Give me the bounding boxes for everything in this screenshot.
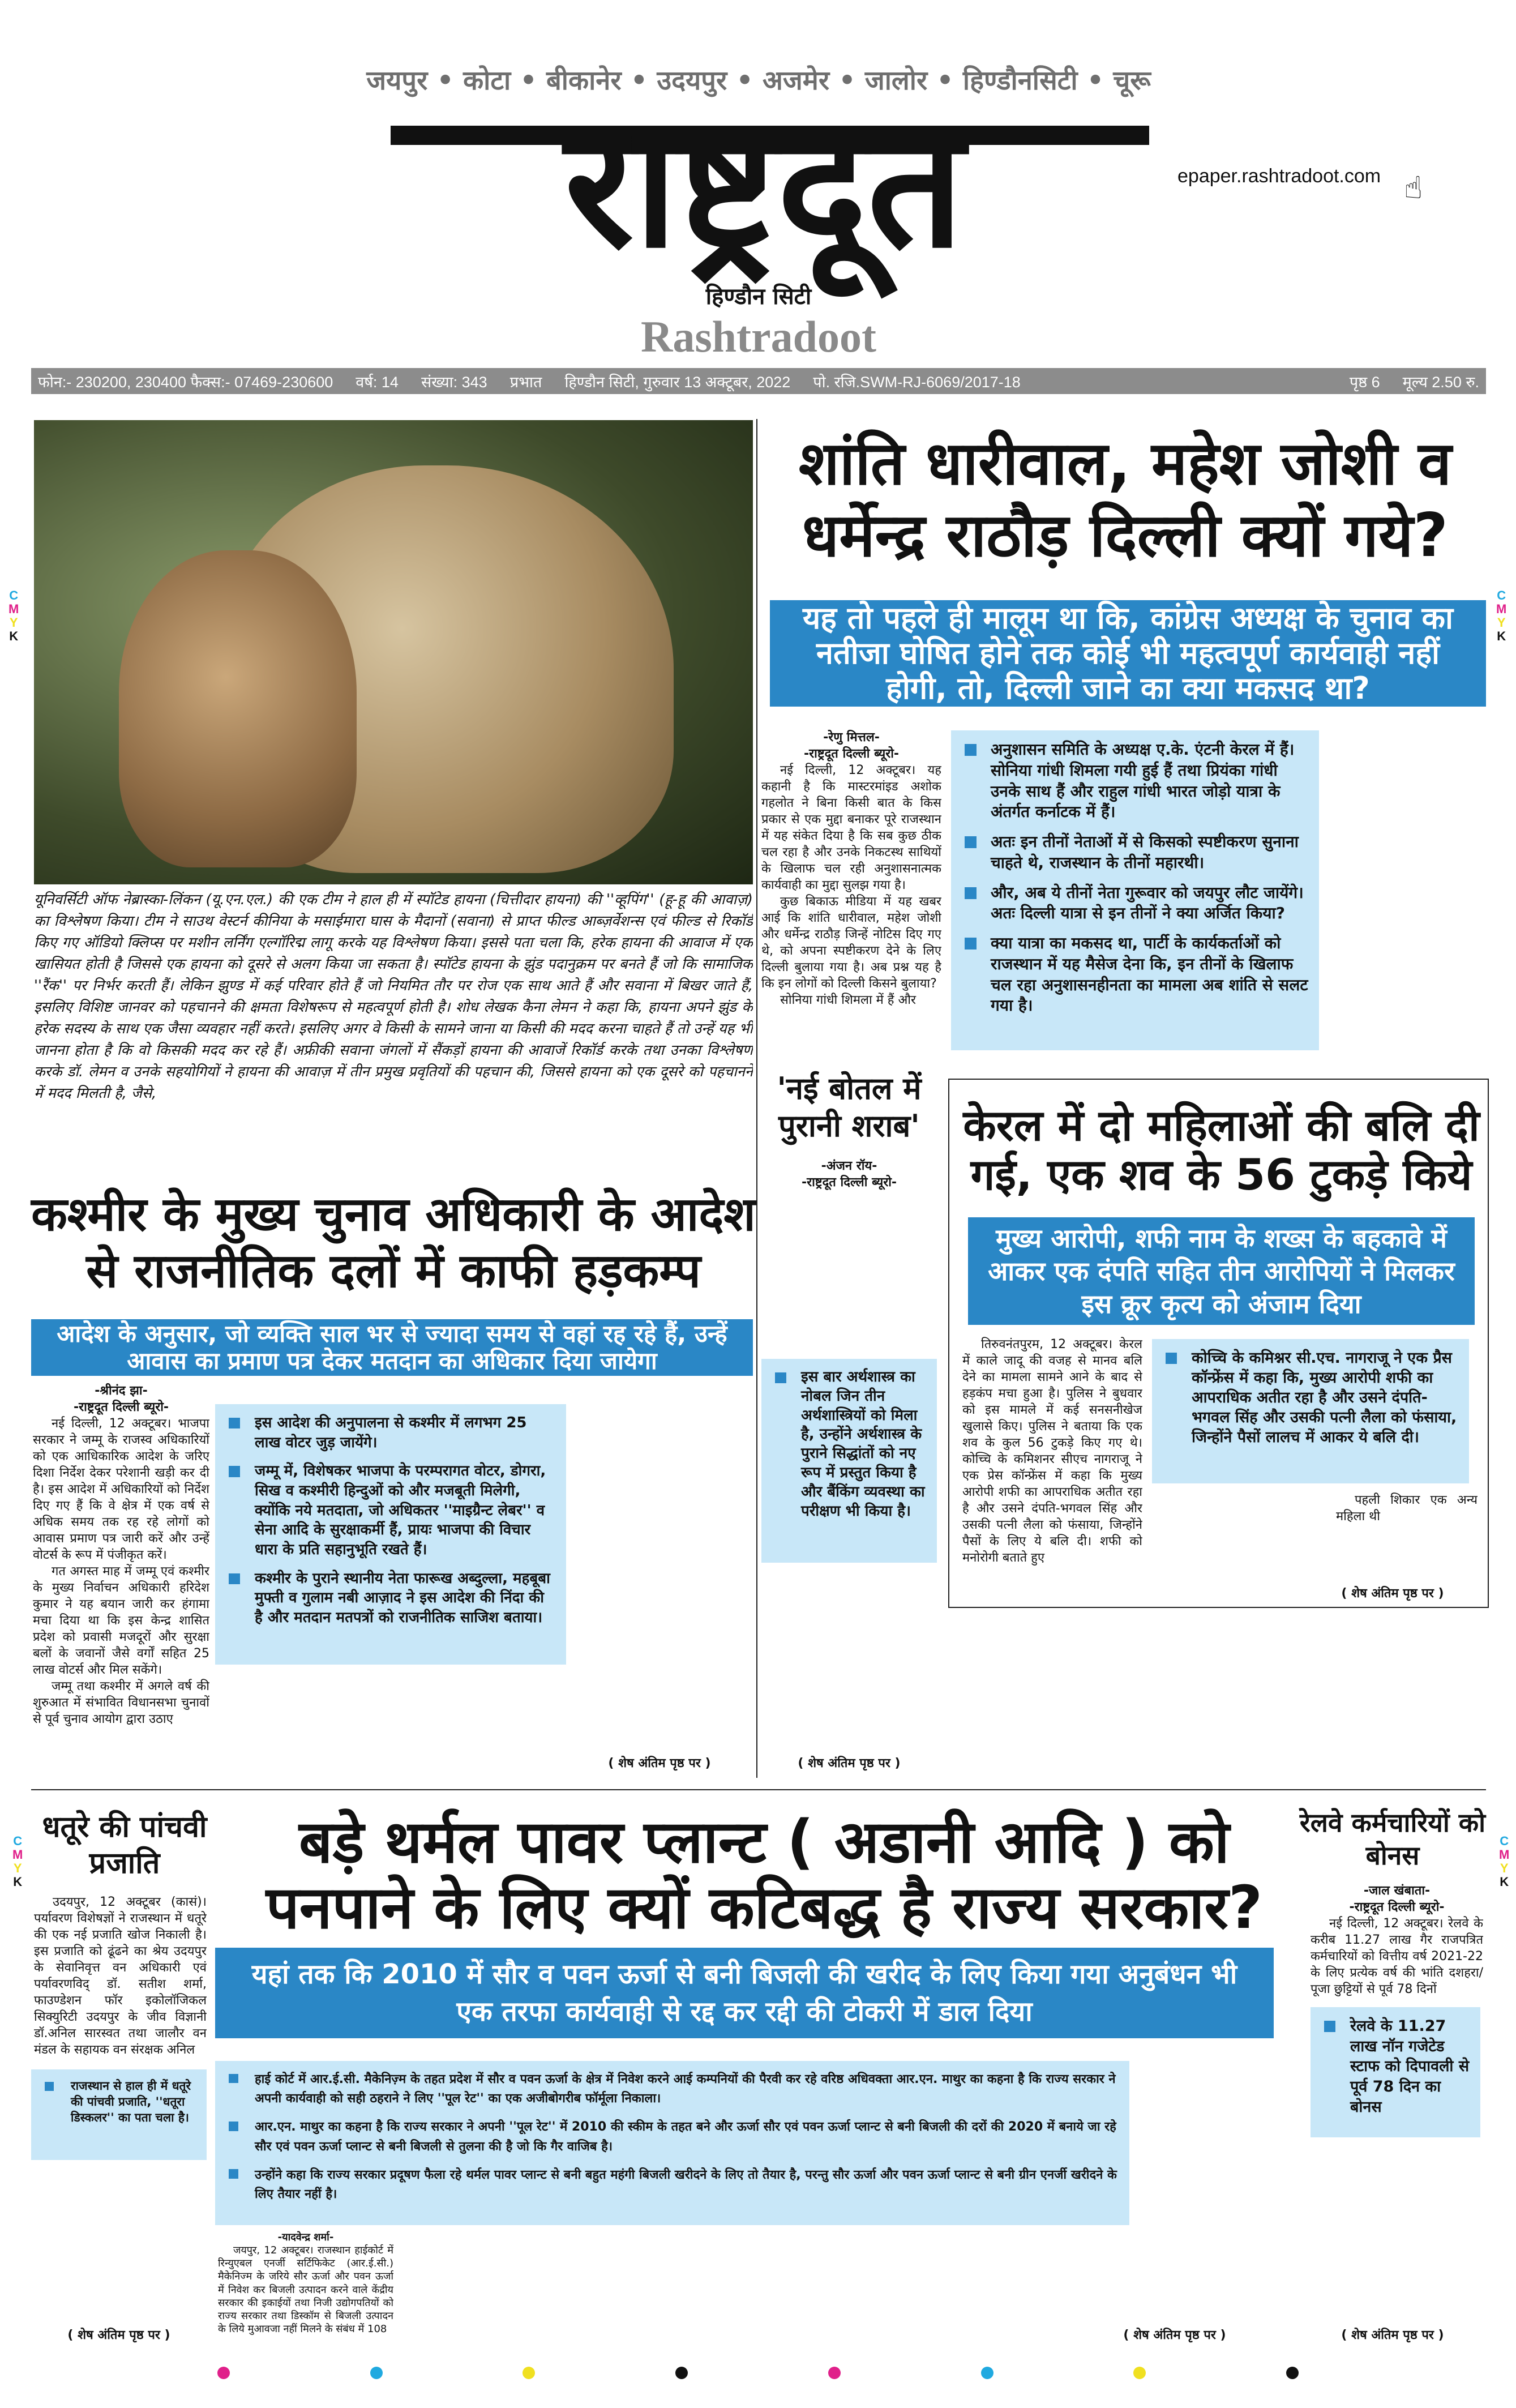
info-bar [31,368,1486,394]
author: -अंजन रॉय- [821,1159,877,1173]
paragraph: पहली शिकार एक अन्य महिला थी [1336,1493,1478,1524]
deck-text: आदेश के अनुसार, जो व्यक्ति साल भर से ज्यादा समय से वहां रह रहे हैं, उन्हें आवास का प्रमाण पत्र देकर मतदान का अधिकार दिया जायेगा [57,1320,727,1375]
paragraph: गत अगस्त माह में जम्मू एवं कश्मीर के मुख्य निर्वाचन अधिकारी हरिदेश कुमार ने यह बयान जारी कर हंगामा मचा दिया था कि इस केन्द्र शासित प्रदेश को प्रवासी मजदूरों और सुरक्षा बलों के जवानों जैसे वर्गों सहित 25 लाख वोटर्स और मिल सकेंगे। [33,1564,209,1677]
dateline: हिण्डौन सिटी, गुरुवार 13 अक्टूबर, 2022 [564,373,791,391]
yellow-dot [1133,2367,1146,2379]
paragraph: कुछ बिकाऊ मीडिया में यह खबर आई कि शांति धारीवाल, महेश जोशी और धर्मेन्द्र राठौड़ जिन्हें नोटिस दिए गए थे, को अपना स्पष्टीकरण देने के लिए दिल्ली बुलाया गया है। अब प्रश्न यह है कि इन लोगों को दिल्ली किसने बुलाया? [761,895,941,991]
cmyk-y: Y [1497,615,1506,630]
photo-caption: यूनिवर्सिटी ऑफ नेब्रास्का-लिंकन (यू.एन.एल.) की एक टीम ने हाल ही में स्पॉटेड हायना (चित्तीदार हायना) की ''व्हूपिंग'' (हू-हू की आवाज़) का विश्लेषण किया। टीम ने साउथ वेस्टर्न कीनिया के मसाईमारा घास के मैदानों (सवाना) से प्राप्त फील्ड आब्ज़र्वेशन्स एवं फील्ड से रिकॉर्ड किए गए ऑडियो क्लिप्स पर मशीन लर्निंग एल्गॉरिद्म लागू करके यह विश्लेषण किया। इससे पता चला कि, हरेक हायना की आवाज में एक खासियत होती है जिससे एक हायना को दूसरे से अलग किया जा सकता है। स्पॉटेड हायना के झुंड पदानुक्रम पर बनते हैं जो कि सामाजिक ''रैंक'' पर निर्भर करती हैं। लेकिन झुण्ड में कई परिवार होते हैं जो नियमित तौर पर रोज एक साथ आते हैं और सवाना में बिखर जाते हैं, इसलिए विशिष्ट जानवर को पहचानने की क्षमता विशेषरूप से महत्वपूर्ण होती है। शोध लेखक कैना लेमन ने कहा कि, हायना अपने झुंड के हरेक सदस्य के साथ एक जैसा व्यवहार नहीं करते। इसलिए अगर वे किसी के सामने जाना या किसी की मदद करना चाहते हैं तो उन्हें यह भी जानना होता है कि वो किसकी मदद कर रहे हैं। अफ्रीकी सवाना जंगलों में सैंकड़ों हायना की आवाजें रिकॉर्ड करके तथा उनका विश्लेषण करके डॉ. लेमन व उनके सहयोगियों ने हायना की आवाज़ में तीन प्रमुख प्रवृतियों की पहचान की, जिससे हायना को एक दूसरे को पहचानने में मदद मिलती है, जैसे, [34,891,753,1102]
cmyk-c: C [13,1834,23,1848]
paragraph: जयपुर, 12 अक्टूबर। राजस्थान हाईकोर्ट में रिन्युएबल एनर्जी सर्टिफिकेट (आर.ई.सी.) मैकेनिज्म के जरिये सौर ऊर्जा और पवन ऊर्जा में निवेश कर बिजली उत्पादन करने वाले केंद्रीय सरकार की इकाईयों तथा निजी उद्योगपतियों को राज्य सरकार तथा डिस्कॉम से बिजली उत्पादन के लिये मुआवजा नहीं मिलने के संबंध में 108 [218,2244,393,2335]
cmyk-c: C [9,588,19,602]
continued-label: ( शेष अंतिम पृष्ठ पर ) [1341,1586,1444,1601]
deck-kerala [968,1217,1475,1325]
hyena-photo [34,420,753,884]
newspaper-logo: राष्ट्रदूत [564,88,964,285]
black-dot [1286,2367,1299,2379]
highlight-item: उन्होंने कहा कि राज्य सरकार प्रदूषण फैला रहे थर्मल पावर प्लान्ट से बनी बहुत महंगी बिजली खरीदने के लिए तो तैयार है, परन्तु सौर ऊर्जा और पवन ऊर्जा प्लान्ट से बनी ग्रीन एनर्जी खरीदने के लिए तैयार नहीं है। [225,2166,1119,2204]
highlight-item: अनुशासन समिति के अध्यक्ष ए.के. एंटनी केरल में हैं। सोनिया गांधी शिमला गयी हुई हैं तथा प्रियंका गांधी उनके साथ हैं और राहुल गांधी भारत जोड़ो यात्रा के अंतर्गत कर्नाटक में हैं। [961,739,1309,823]
article-economics [761,1158,937,1350]
deck-delhi [770,600,1486,707]
page-number: पृष्ठ 6 [1349,373,1380,391]
paragraph: उदयपुर, 12 अक्टूबर (कासं)। पर्यावरण विशेषज्ञों ने राजस्थान में धतूरे की एक नई प्रजाति खोज निकाली है। इस प्रजाति को ढूंढने का श्रेय उदयपुर के सेवानिवृत्त वन अधिकारी एवं पर्यावरणविद् डॉ. सतीश शर्मा, फाउण्डेशन फॉर इकोलॉजिकल सिक्युरिटी उदयपुर के जीव विज्ञानी डॉ.अनिल सारस्वत तथा जालौर वन मंडल के सहायक वन संरक्षक अनिल [34,1895,207,2057]
cmyk-k: K [9,629,19,643]
article-dhatura [34,1894,207,2064]
headline-thermal: बड़े थर्मल पावर प्लान्ट ( अडानी आदि ) को पनपाने के लिए क्यों कटिबद्ध है राज्य सरकार? [265,1807,1263,1942]
bureau: -राष्ट्रदूत दिल्ली ब्यूरो- [1349,1900,1445,1914]
year: वर्ष: 14 [356,373,399,391]
edition-type: प्रभात [509,373,542,391]
column-rule [756,419,757,1778]
highlight-item: राजस्थान से हाल ही में धतूरे की पांचवी प्रजाति, ''धतूरा डिस्कलर'' का पता चला है। [41,2078,196,2125]
highlight-item: कश्मीर के पुराने स्थानीय नेता फारूख अब्दुल्ला, महबूबा मुफ्ती व गुलाम नबी आज़ाद ने इस आदेश की निंदा की है और मतदान मतपत्रों को राजनीतिक साजिश बताया। [225,1569,556,1628]
deck-kashmir [31,1319,753,1376]
highlight-item: आर.एन. माथुर का कहना है कि राज्य सरकार ने अपनी ''पूल रेट'' में 2010 की स्कीम के तहत बने और ऊर्जा सौर एवं पवन ऊर्जा प्लान्ट से बनी बिजली की दरों की 2020 में बनाये जा रहे सौर एवं पवन ऊर्जा प्लान्ट से बनी बिजली से तुलना की है जो कि गैर वाजिब है। [225,2118,1119,2156]
continued-label: ( शेष अंतिम पृष्ठ पर ) [798,1756,901,1770]
article-kerala-col1 [962,1336,1142,1585]
highlights-delhi [951,730,1319,1050]
deck-text: मुख्य आरोपी, शफी नाम के शख्स के बहकावे में आकर एक दंपति सहित तीन आरोपियों ने मिलकर इस क्रूर कृत्य को अंजाम दिया [988,1223,1455,1319]
bureau: -राष्ट्रदूत दिल्ली ब्यूरो- [803,747,900,761]
deck-thermal [215,1948,1274,2038]
cmyk-y: Y [9,615,18,630]
highlight-item: रेलवे के 11.27 लाख नॉन गजेटेड स्टाफ को दिपावली से पूर्व 78 दिन का बोनस [1321,2016,1470,2117]
highlights-thermal [215,2061,1129,2225]
issue-number: संख्या: 343 [421,373,487,391]
continued-label: ( शेष अंतिम पृष्ठ पर ) [1123,2328,1226,2342]
black-dot [675,2367,688,2379]
cmyk-y: Y [1500,1861,1509,1875]
highlight-item: इस आदेश की अनुपालना से कश्मीर में लगभग 25 लाख वोटर जुड़ जायेंगे। [225,1413,556,1452]
paragraph: नई दिल्ली, 12 अक्टूबर। रेलवे के करीब 11.27 लाख गैर राजपत्रित कर्मचारियों को वित्तीय वर्ष 2021-22 के लिए प्रत्येक वर्ष की भांति दशहरा/पूजा छुट्टियों से पूर्व 78 दिनों [1311,1917,1483,1996]
cmyk-k: K [1497,629,1506,643]
bureau: -राष्ट्रदूत दिल्ली ब्यूरो- [801,1175,897,1190]
masthead-cities: जयपुर • कोटा • बीकानेर • उदयपुर • अजमेर • जालोर • हिण्डौनसिटी • चूरू [366,65,1151,96]
bureau: -राष्ट्रदूत दिल्ली ब्यूरो- [73,1400,169,1414]
highlights-dhatura [31,2069,207,2160]
cmyk-y: Y [13,1861,22,1875]
headline-kashmir: कश्मीर के मुख्य चुनाव अधिकारी के आदेश से राजनीतिक दलों में काफी हड़कम्प [31,1187,756,1298]
author: -रेणु मित्तल- [823,730,880,745]
color-registration-dots [0,2367,1516,2379]
highlights-economics [761,1359,937,1563]
highlight-item: कोच्चि के कमिश्नर सी.एच. नागराजू ने एक प्रैस कॉन्फ्रेंस में कहा कि, मुख्य आरोपी शफी का आपराधिक अतीत रहा है और उसने दंपति-भगवल सिंह और उसकी पत्नी लैला को फंसाया, जिन्होंने पैसों लालच में आकर ये बलि दी। [1162,1348,1459,1447]
cmyk-m: M [12,1847,23,1862]
cmyk-c: C [1497,588,1506,602]
cmyk-registration-mark [1499,1834,1509,1889]
yellow-dot [523,2367,535,2379]
deck-text: यह तो पहले ही मालूम था कि, कांग्रेस अध्यक्ष के चुनाव का नतीजा घोषित होने तक कोई भी महत्वपूर्ण कार्यवाही नहीं होगी, तो, दिल्ली जाने का क्या मकसद था? [802,600,1454,706]
continued-label: ( शेष अंतिम पृष्ठ पर ) [1341,2328,1444,2342]
headline-railway: रेलवे कर्मचारियों को बोनस [1299,1807,1486,1871]
phone-fax: फोन:- 230200, 230400 फैक्स:- 07469-230600 [38,373,333,391]
cmyk-m: M [8,602,19,616]
author: -यादवेन्द्र शर्मा- [277,2231,334,2243]
cyan-dot [370,2367,383,2379]
author: -श्रीनंद झा- [95,1384,148,1398]
paragraph: सोनिया गांधी शिमला में हैं और [780,993,916,1007]
cmyk-c: C [1500,1834,1509,1848]
registration-number: पो. रजि.SWM-RJ-6069/2017-18 [813,373,1021,391]
headline-kerala: केरल में दो महिलाओं की बलि दी गई, एक शव के 56 टुकड़े किये [963,1100,1480,1200]
article-railway [1311,1883,1483,2004]
highlights-railway [1311,2007,1480,2137]
deck-text: यहां तक कि 2010 में सौर व पवन ऊर्जा से बनी बिजली की खरीद के लिए किया गया अनुबंधन भी एक तरफा कार्यवाही से रद्द कर रद्दी की टोकरी में डाल दिया [251,1958,1237,2028]
article-kerala-col3 [1336,1492,1478,1577]
article-kashmir-col1 [33,1383,209,1775]
epaper-link[interactable]: epaper.rashtradoot.com [1177,165,1381,187]
highlight-item: इस बार अर्थशास्त्र का नोबल जिन तीन अर्थशास्त्रियों को मिला है, उन्होंने अर्थशास्त्र के पुराने सिद्धांतों को नए रूप में प्रस्तुत किया है और बैंकिंग व्यवस्था का परीक्षण भी किया है। [772,1368,927,1521]
brand-name-english: Rashtradoot [640,312,876,361]
paragraph: नई दिल्ली, 12 अक्टूबर। यह कहानी है कि मास्टरमांइड अशोक गहलोत ने बिना किसी बात के किस प्रकार से एक मुद्दा बनाकर पूरे राजस्थान में यह संकेत दिया है कि सब कुछ ठीक चल रहा है और उनके निकटस्थ साथियों के खिलाफ चल रही अनुशासनात्मक कार्यवाही का मुद्दा सुलझ गया है। [761,763,941,892]
highlights-kashmir [215,1404,566,1665]
price: मूल्य 2.50 रु. [1402,373,1479,391]
headline-economics: 'नई बोतल में पुरानी शराब' [777,1071,922,1144]
author: -जाल खंबाता- [1363,1884,1431,1898]
section-rule [31,1789,1486,1790]
cmyk-k: K [1500,1875,1509,1889]
highlight-item: जम्मू में, विशेषकर भाजपा के परम्परागत वोटर, डोगरा, सिख व कश्मीरी हिन्दुओं को और मजबूती मिलेगी, क्योंकि नये मतदाता, जो अधिकतर ''माइग्रैन्ट लेबर'' व सेना आदि के सुरक्षाकर्मी हैं, प्रायः भाजपा की विचार धारा के प्रति सहानुभूति रखते हैं। [225,1461,556,1559]
headline-dhatura: धतूरे की पांचवी प्रजाति [42,1810,207,1880]
cmyk-m: M [1499,1847,1510,1862]
headline-delhi: शांति धारीवाल, महेश जोशी व धर्मेन्द्र राठौड़ दिल्ली क्यों गये? [798,429,1452,571]
highlight-item: अतः इन तीनों नेताओं में से किसको स्पष्टीकरण सुनाना चाहते थे, राजस्थान के तीनों महारथी। [961,832,1309,874]
paragraph: तिरुवनंतपुरम, 12 अक्टूबर। केरल में काले जादू की वजह से मानव बलि देने का मामला सामने आने के बाद से हड़कंप मचा हुआ है। पुलिस ने बुधवार को इस मामले में कई सनसनीखेज खुलासे किए। पुलिस ने बताया कि एक शव के कुल 56 टुकड़े किए गए थे। कोच्चि के कमिशनर सीएच नागराजू ने एक प्रेस कॉन्फ्रेंस में कहा कि मुख्य आरोपी शफी का आपराधिक अतीत रहा है और उसने दंपति-भगवल सिंह और उसकी पत्नी लैला को फंसाया, जिन्होंने पैसों के लिए ये बलि दी। शफी को मनोरोगी बताते हुए [962,1337,1142,1565]
paragraph: जम्मू तथा कश्मीर में अगले वर्ष की शुरुआत में संभावित विधानसभा चुनावों से पूर्व चुनाव आयोग द्वारा उठाए [33,1679,209,1726]
magenta-dot [828,2367,841,2379]
paragraph: नई दिल्ली, 12 अक्टूबर। भाजपा सरकार ने जम्मू के राजस्व अधिकारियों को एक आधिकारिक आदेश के जरिए दिशा निर्देश देकर परेशानी खड़ी कर दी है। इस आदेश में अधिकारियों को निर्देश दिए गए हैं कि वे क्षेत्र में एक वर्ष से अधिक समय तक रह रहे लोगों को आवास प्रमाण पत्र जारी करें और उन्हें वोटर्स के रूप में पंजीकृत करें। [33,1417,209,1562]
cmyk-k: K [13,1875,23,1889]
article-delhi-col1 [761,729,941,1064]
highlight-item: क्या यात्रा का मकसद था, पार्टी के कार्यकर्ताओं को राजस्थान में यह मैसेज देना कि, इन तीनों के खिलाफ चल रहा अनुशासनहीनता का मामला अब शांति से सलट गया है। [961,933,1309,1016]
continued-label: ( शेष अंतिम पृष्ठ पर ) [67,2328,170,2342]
magenta-dot [217,2367,230,2379]
cyan-dot [981,2367,993,2379]
cmyk-registration-mark [1496,589,1506,643]
cmyk-m: M [1496,602,1507,616]
cmyk-registration-mark [12,1834,23,1889]
continued-label: ( शेष अंतिम पृष्ठ पर ) [608,1756,711,1770]
pointing-hand-icon: ☝ [1404,170,1423,206]
edition-name: हिण्डौन सिटी [705,284,812,310]
highlight-item: हाई कोर्ट में आर.ई.सी. मैकेनिज़्म के तहत प्रदेश में सौर व पवन ऊर्जा के क्षेत्र में निवेश करने आई कम्पनियों की पैरवी कर रहे वरिष्ठ अधिवक्ता आर.एन. माथुर का कहना है कि राज्य सरकार ने अपनी कार्यवाही को सही ठहराने ने लिए ''पूल रेट'' का एक अजीबोगरीब फॉर्मूला निकाला। [225,2070,1119,2108]
cmyk-registration-mark [8,589,19,643]
highlights-kerala [1152,1339,1469,1483]
article-thermal-col1 [218,2231,393,2344]
highlight-item: और, अब ये तीनों नेता गुरूवार को जयपुर लौट जायेंगे। अतः दिल्ली यात्रा से इन तीनों ने क्या अर्जित किया? [961,883,1309,925]
